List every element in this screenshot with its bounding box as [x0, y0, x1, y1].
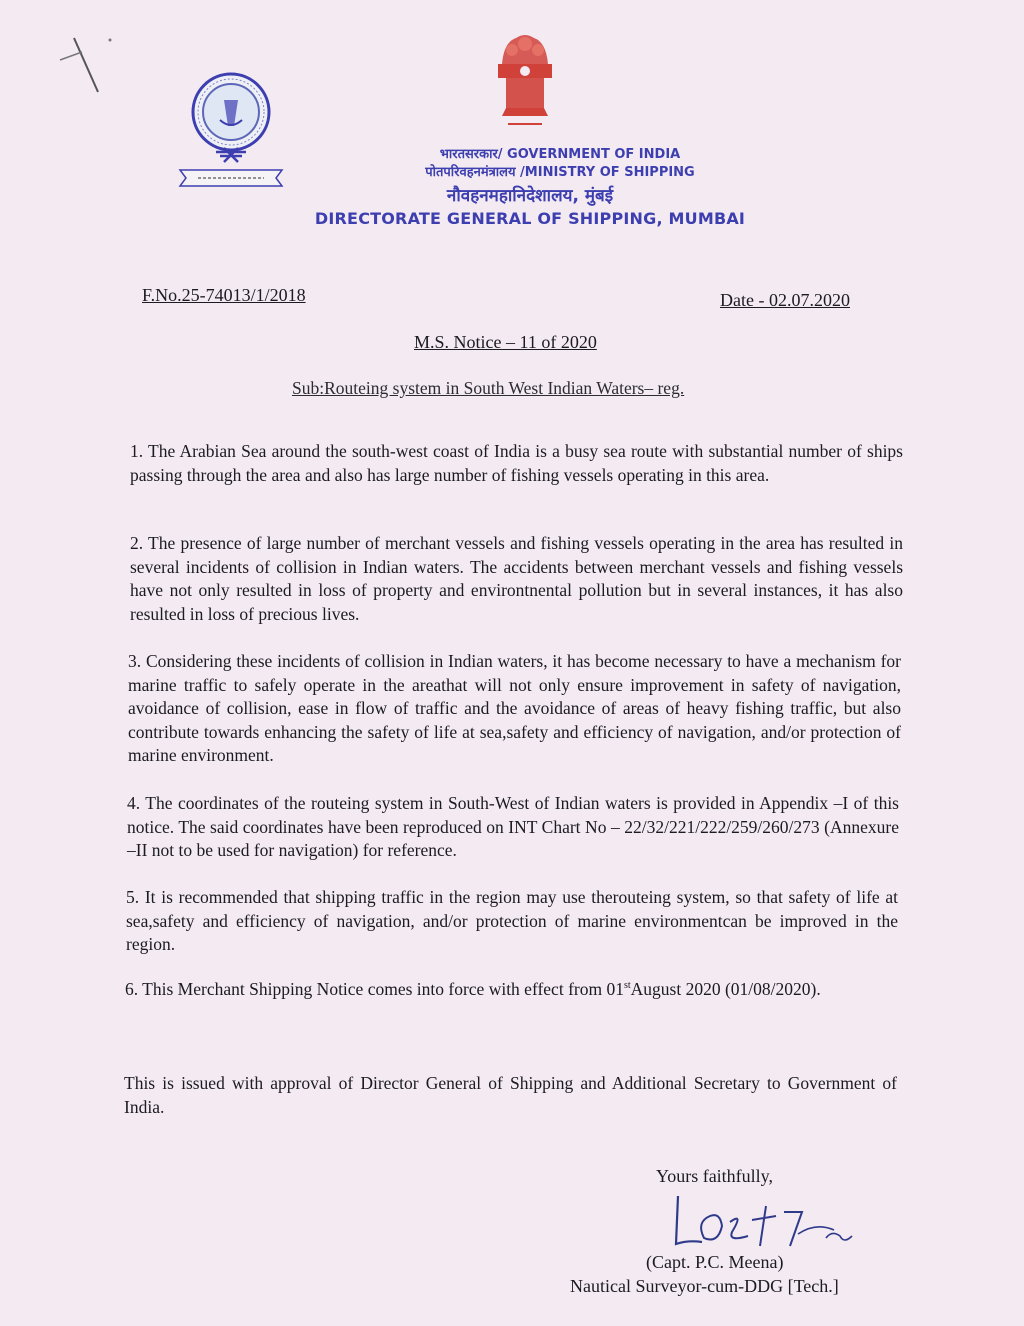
paragraph-6: 6. This Merchant Shipping Notice comes into force with effect from 01stAugust 2020 (01/08/2020). [125, 979, 821, 999]
letterhead-directorate-hindi: नौवहनमहानिदेशालय, मुंबई [446, 186, 614, 206]
signatory-name: (Capt. P.C. Meena) [646, 1252, 784, 1272]
notice-date: Date - 02.07.2020 [720, 290, 850, 310]
letterhead [300, 146, 760, 230]
scan-pen-mark [52, 30, 122, 100]
approval-statement: This is issued with approval of Director General of Shipping and Additional Secretary to Government of India. [124, 1073, 897, 1117]
notice-subject: Sub:Routeing system in South West Indian Waters– reg. [292, 378, 685, 398]
paragraph-5: 5. It is recommended that shipping traffic in the region may use therouteing system, so that safety of life at sea,safety and efficiency of navigation, and/or protection of marine environmentcan be improved in the region. [126, 887, 898, 954]
paragraph-3: 3. Considering these incidents of collision in Indian waters, it has become necessary to have a mechanism for marine traffic to safely operate in the areathat will not only ensure improvement in safety of navigation, avoidance of collision, ease in flow of traffic and the avoidance of areas of heavy fishing traffic, but also contribute towards enhancing the safety of life at sea,safety and efficiency of navigation, and/or protection of marine environment. [128, 651, 901, 765]
file-number: F.No.25-74013/1/2018 [142, 285, 306, 305]
national-emblem [482, 28, 568, 140]
signatory-designation: Nautical Surveyor-cum-DDG [Tech.] [570, 1276, 839, 1296]
paragraph-4: 4. The coordinates of the routeing system in South-West of Indian waters is provided in Appendix –I of this notice. The said coordinates have been reproduced on INT Chart No – 22/32/221/222/259/260/273 (Annexure –II not to be used for navigation) for reference. [127, 793, 899, 860]
dg-shipping-logo [172, 70, 290, 192]
paragraph-1: 1. The Arabian Sea around the south-west coast of India is a busy sea route with substantial number of ships passing through the area and also has large number of fishing vessels operating in this area. [130, 441, 903, 485]
letterhead-directorate: DIRECTORATE GENERAL OF SHIPPING, MUMBAI [314, 209, 746, 228]
closing-salutation: Yours faithfully, [656, 1166, 774, 1186]
letterhead-ministry: पोतपरिवहनमंत्रालय /MINISTRY OF SHIPPING [425, 165, 695, 180]
notice-title: M.S. Notice – 11 of 2020 [414, 332, 597, 352]
letterhead-government: भारतसरकार/ GOVERNMENT OF INDIA [439, 147, 681, 162]
paragraph-2: 2. The presence of large number of merchant vessels and fishing vessels operating in the area has resulted in several incidents of collision in Indian waters. The accidents between merchant vessels and fishing vessels have not only resulted in loss of property and environtnental pollution but in several instances, it has also resulted in loss of precious lives. [130, 533, 903, 624]
